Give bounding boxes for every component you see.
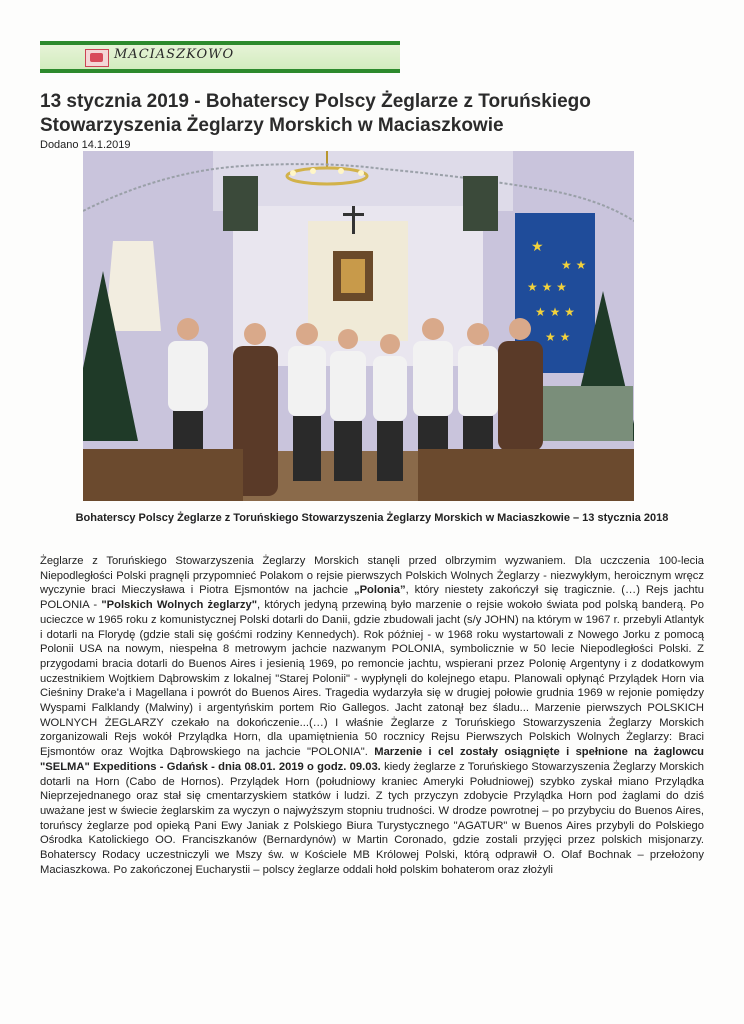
star-icon: ★ bbox=[531, 239, 544, 255]
text-run: kiedy żeglarze z Toruńskiego Stowarzyszenia Żeglarzy Morskich dotarli na Horn (Cabo de Hornos). Przylądek Horn (południowy kraniec Ameryki Południowej) szybko zyskał miano Przylądka Nieprzejednanego oraz stał się cmentarzyskiem statków i ludzi. Z tych przyczyn zdobycie Przylądka Horn pod żaglami do dziś uważane jest w świecie żeglarskim za wyczyn o najwyższym stopniu trudności. W drodze powrotnej – po przybyciu do Buenos Aires, toruńscy żeglarze pod opieką Pani Ewy Janiak z Polskiego Biura Turystycznego "AGATUR" w Buenos Aires przybyli do Polskiego Ośrodka Katolickiego OO. Franciszkanów (Bernardynów) w Martin Coronado, gdzie zostali przyjęci przez polskich misjonarzy. Bohaterscy Rodacy uczestniczyli we Mszy św. w Kościele MB Królowej Polski, którą odprawił O. Olaf Bochnak – przełożony Maciaszkowa. Po zakończonej Eucharystii – polscy żeglarze oddali hołd polskim bohaterom oraz złożyli bbox=[40, 760, 705, 876]
goal-achieved: Marzenie i cel zostały osiągnięte i spełnione na żaglowcu "SELMA" Expeditions - Gdańsk - dnia 08.01. 2019 o godz. 09.03. bbox=[40, 746, 705, 773]
text-run: Żeglarze z Toruńskiego Stowarzyszenia Żeglarzy Morskich stanęli przed olbrzymim wyzwaniem. Dla uczczenia 100-lecia Niepodległości Polski pragnęli przypomnieć Polakom o rejsie pierwszych Polskich Wolnych Żeglarzy - niezwykłym, heroicznym wręcz wyczynie braci Mieczysława i Piotra Ejsmontów na jachcie bbox=[40, 555, 704, 597]
svg-text:★ ★ ★: ★ ★ ★ bbox=[535, 305, 575, 319]
article-date: Dodano 14.1.2019 bbox=[40, 139, 131, 151]
article-paragraph bbox=[40, 554, 704, 877]
svg-text:★ ★ ★: ★ ★ ★ bbox=[527, 280, 567, 294]
flag-logo-icon bbox=[85, 49, 109, 67]
sailors-name: "Polskich Wolnych żeglarzy" bbox=[101, 599, 258, 612]
photo-caption: Bohaterscy Polscy Żeglarze z Toruńskiego Stowarzyszenia Żeglarzy Morskich w Maciaszkowie – 13 stycznia 2018 bbox=[75, 512, 669, 524]
group-photo bbox=[83, 151, 634, 501]
site-banner[interactable] bbox=[40, 41, 400, 73]
yacht-name: „Polonia” bbox=[353, 584, 406, 597]
text-run: , który niestety zakończył się tragicznie. (…) Rejs jachtu POLONIA - bbox=[40, 584, 704, 612]
svg-text:★ ★: ★ ★ bbox=[545, 330, 571, 344]
text-run: , których jedyną przewiną było marzenie o rejsie wokoło świata pod polską banderą. Po ucieczce w 1965 roku z komunistycznej Polski dotarli do Danii, gdzie zbudowali jacht (s/y JOHN) na którym w 1967 r. przebyli Atlantyk i dotarli na Florydę (gdzie stali się gośćmi rodziny Kennedych). Rok później - w 1968 roku wystartowali z Nowego Jorku z pomocą Polonii USA na nowym, niespełna 8 metrowym jachcie nazwanym POLONIA, symbolicznie w 50 lecie Niepodległości Polski. Z przygodami bracia dotarli do Buenos Aires i jesienią 1969, po remoncie jachtu, wspierani przez Polonię Argentyny i z dodatkowym uczestnikiem Wojtkiem Dąbrowskim z lokalnej "Starej Polonii" - wypłynęli do kolejnego etapu. Planowali opłynąć Przylądek Horn via Cieśniny Drake'a i Magellana i powrót do Buenos Aires. Tragedia wydarzyła się w drugiej połowie grudnia 1969 w rejonie pomiędzy Wyspami Falklandy (Malwiny) i argentyńskim portem Rio Gallegos. Jacht zatonął bez śladu... Marzenie pierwszych POLSKICH WOLNYCH ŻEGLARZY czekało na dokończenie...(…) I właśnie Żeglarze z Toruńskiego Stowarzyszenia Żeglarzy Morskich zorganizowali Rejs wokół Przylądka Horn, dla upamiętnienia 50 rocznicy Rejsu Pierwszych Polskich Wolnych Żeglarzy: Braci Ejsmontów oraz Wojtka Dąbrowskiego na jachcie "POLONIA". bbox=[40, 599, 704, 759]
banner-title: MACIASZKOWO bbox=[114, 47, 235, 62]
group-photo-drawing bbox=[83, 151, 634, 501]
article-title: 13 stycznia 2019 - Bohaterscy Polscy Żeglarze z Toruńskiego Stowarzyszenia Żeglarzy Morskich w Maciaszkowie bbox=[40, 91, 591, 136]
article-body bbox=[40, 554, 704, 877]
svg-text:★ ★: ★ ★ bbox=[561, 258, 587, 272]
vestment bbox=[105, 241, 161, 331]
